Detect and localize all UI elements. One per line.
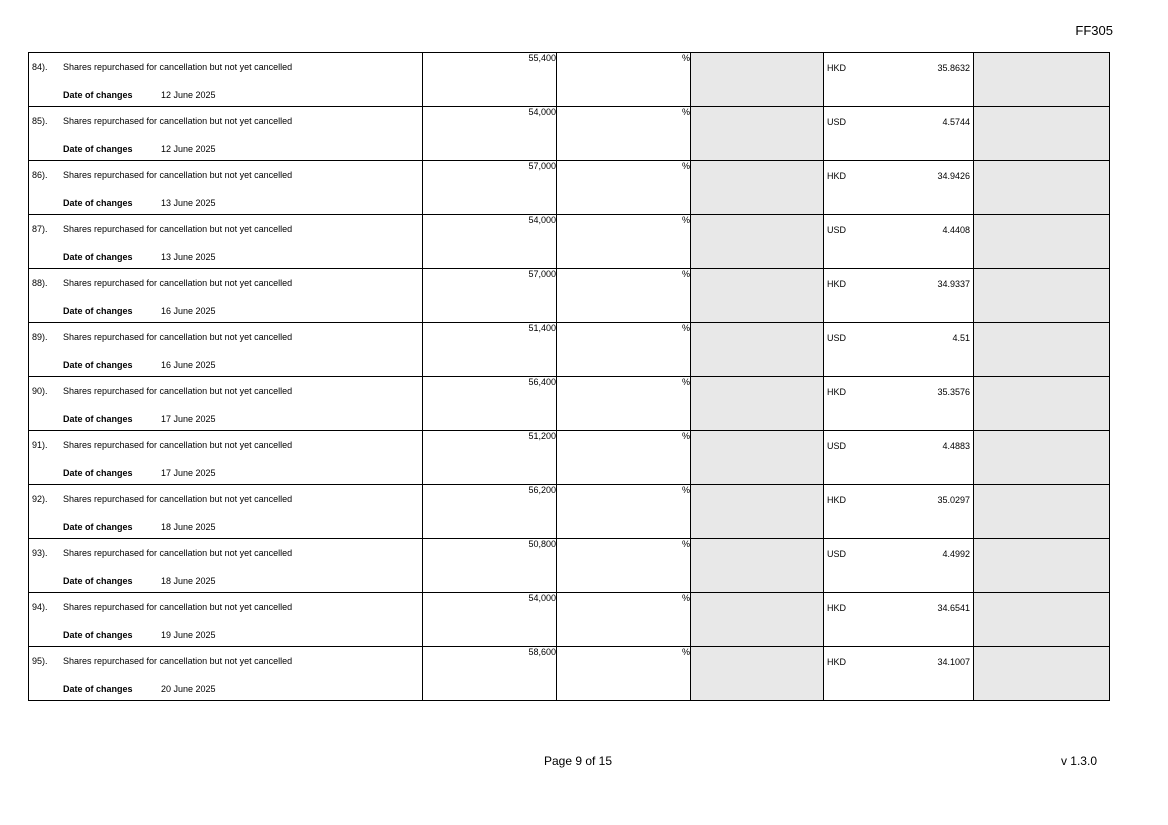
date-of-changes-label: Date of changes [63,414,133,424]
currency-code: HKD [827,495,847,505]
price-cell [824,539,974,593]
price-cell [824,107,974,161]
shaded-cell [691,215,824,269]
row-description: Shares repurchased for cancellation but not yet cancelled [63,278,293,288]
row-number: 91). [32,440,48,450]
percent-cell: % [557,161,691,215]
table-row [29,161,1110,215]
price-value: 4.5744 [942,117,970,127]
row-description: Shares repurchased for cancellation but not yet cancelled [63,656,293,666]
page-number: Page 9 of 15 [543,754,613,768]
date-of-changes-label: Date of changes [63,360,133,370]
shaded-cell [691,53,824,107]
row-description: Shares repurchased for cancellation but not yet cancelled [63,386,293,396]
row-description: Shares repurchased for cancellation but not yet cancelled [63,440,293,450]
row-description: Shares repurchased for cancellation but not yet cancelled [63,548,293,558]
row-number: 90). [32,386,48,396]
date-of-changes-label: Date of changes [63,468,133,478]
date-of-changes-value: 16 June 2025 [161,360,216,370]
price-cell [824,377,974,431]
price-cell [824,215,974,269]
shaded-cell [974,107,1110,161]
row-description: Shares repurchased for cancellation but not yet cancelled [63,332,293,342]
row-number: 94). [32,602,48,612]
shaded-cell [691,431,824,485]
currency-code: USD [827,549,847,559]
row-number: 89). [32,332,48,342]
date-of-changes-label: Date of changes [63,90,133,100]
shares-cell: 54,000 [423,107,557,161]
description-cell [29,53,423,107]
shaded-cell [691,161,824,215]
price-cell [824,269,974,323]
price-value: 4.51 [952,333,970,343]
price-cell [824,161,974,215]
currency-code: HKD [827,171,847,181]
form-code: FF305 [1075,23,1113,38]
shares-cell: 54,000 [423,215,557,269]
description-cell [29,431,423,485]
shares-cell: 54,000 [423,593,557,647]
price-value: 4.4883 [942,441,970,451]
table-row [29,107,1110,161]
currency-code: USD [827,333,847,343]
shares-cell: 55,400 [423,53,557,107]
row-number: 93). [32,548,48,558]
description-cell [29,377,423,431]
date-of-changes-value: 13 June 2025 [161,252,216,262]
shares-cell: 57,000 [423,269,557,323]
table-row [29,539,1110,593]
price-value: 35.8632 [937,63,970,73]
date-of-changes-value: 17 June 2025 [161,468,216,478]
shares-cell: 58,600 [423,647,557,701]
description-cell [29,593,423,647]
price-value: 34.1007 [937,657,970,667]
row-description: Shares repurchased for cancellation but not yet cancelled [63,224,293,234]
shares-cell: 56,200 [423,485,557,539]
shaded-cell [691,377,824,431]
currency-code: HKD [827,657,847,667]
description-cell [29,269,423,323]
shares-cell: 51,200 [423,431,557,485]
shaded-cell [691,539,824,593]
repurchase-table [28,52,1110,701]
price-value: 34.9337 [937,279,970,289]
date-of-changes-value: 12 June 2025 [161,90,216,100]
shaded-cell [974,539,1110,593]
percent-cell: % [557,323,691,377]
shares-cell: 50,800 [423,539,557,593]
row-description: Shares repurchased for cancellation but not yet cancelled [63,602,293,612]
date-of-changes-value: 19 June 2025 [161,630,216,640]
shaded-cell [691,269,824,323]
row-description: Shares repurchased for cancellation but not yet cancelled [63,116,293,126]
price-cell [824,485,974,539]
price-value: 34.9426 [937,171,970,181]
date-of-changes-label: Date of changes [63,144,133,154]
shaded-cell [974,161,1110,215]
date-of-changes-value: 16 June 2025 [161,306,216,316]
price-value: 35.0297 [937,495,970,505]
percent-cell: % [557,377,691,431]
shaded-cell [691,107,824,161]
percent-cell: % [557,593,691,647]
description-cell [29,485,423,539]
shares-cell: 56,400 [423,377,557,431]
shaded-cell [691,593,824,647]
date-of-changes-label: Date of changes [63,684,133,694]
date-of-changes-value: 13 June 2025 [161,198,216,208]
date-of-changes-value: 18 June 2025 [161,576,216,586]
shaded-cell [691,323,824,377]
date-of-changes-value: 17 June 2025 [161,414,216,424]
table-row [29,431,1110,485]
description-cell [29,161,423,215]
shares-cell: 51,400 [423,323,557,377]
table-row [29,53,1110,107]
price-cell [824,323,974,377]
description-cell [29,215,423,269]
price-cell [824,593,974,647]
shaded-cell [974,593,1110,647]
row-number: 87). [32,224,48,234]
description-cell [29,323,423,377]
table-row [29,215,1110,269]
date-of-changes-label: Date of changes [63,252,133,262]
percent-cell: % [557,485,691,539]
percent-cell: % [557,269,691,323]
shaded-cell [974,215,1110,269]
date-of-changes-label: Date of changes [63,306,133,316]
shaded-cell [974,377,1110,431]
shares-cell: 57,000 [423,161,557,215]
table-row [29,485,1110,539]
description-cell [29,647,423,701]
date-of-changes-label: Date of changes [63,522,133,532]
shaded-cell [974,53,1110,107]
row-number: 88). [32,278,48,288]
percent-cell: % [557,539,691,593]
row-description: Shares repurchased for cancellation but not yet cancelled [63,170,293,180]
shaded-cell [974,431,1110,485]
table-row [29,269,1110,323]
table-row [29,647,1110,701]
shaded-cell [974,323,1110,377]
currency-code: HKD [827,279,847,289]
row-number: 95). [32,656,48,666]
table-row [29,377,1110,431]
version-label: v 1.3.0 [1060,754,1097,768]
date-of-changes-label: Date of changes [63,630,133,640]
row-number: 92). [32,494,48,504]
shaded-cell [974,485,1110,539]
price-cell [824,647,974,701]
description-cell [29,107,423,161]
currency-code: HKD [827,63,847,73]
shaded-cell [974,269,1110,323]
currency-code: HKD [827,387,847,397]
currency-code: USD [827,441,847,451]
description-cell [29,539,423,593]
currency-code: USD [827,117,847,127]
date-of-changes-label: Date of changes [63,198,133,208]
price-value: 4.4408 [942,225,970,235]
price-value: 35.3576 [937,387,970,397]
price-value: 4.4992 [942,549,970,559]
price-value: 34.6541 [937,603,970,613]
date-of-changes-value: 18 June 2025 [161,522,216,532]
percent-cell: % [557,53,691,107]
price-cell [824,53,974,107]
date-of-changes-label: Date of changes [63,576,133,586]
date-of-changes-value: 20 June 2025 [161,684,216,694]
price-cell [824,431,974,485]
shaded-cell [691,485,824,539]
currency-code: USD [827,225,847,235]
percent-cell: % [557,215,691,269]
percent-cell: % [557,431,691,485]
row-description: Shares repurchased for cancellation but not yet cancelled [63,62,293,72]
row-number: 85). [32,116,48,126]
currency-code: HKD [827,603,847,613]
table-row [29,323,1110,377]
shaded-cell [974,647,1110,701]
date-of-changes-value: 12 June 2025 [161,144,216,154]
shaded-cell [691,647,824,701]
row-number: 86). [32,170,48,180]
percent-cell: % [557,107,691,161]
row-description: Shares repurchased for cancellation but not yet cancelled [63,494,293,504]
row-number: 84). [32,62,48,72]
percent-cell: % [557,647,691,701]
table-row [29,593,1110,647]
